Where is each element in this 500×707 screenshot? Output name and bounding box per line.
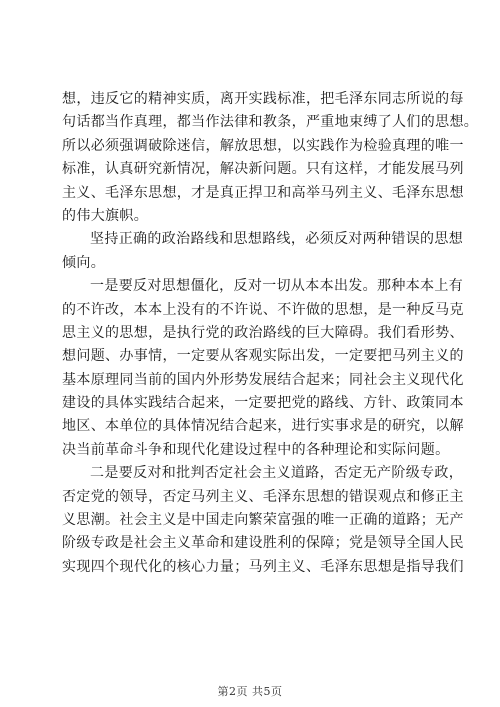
text-line: 义思潮。社会主义是中国走向繁荣富强的唯一正确的道路；无产: [62, 512, 464, 529]
text-line: 想，违反它的精神实质，离开实践标准，把毛泽东同志所说的每: [62, 91, 464, 107]
paragraph-first-line: 一是要反对思想僵化，反对一切从本本出发。那种本本上有: [90, 278, 464, 295]
text-line: 否定党的领导，否定马列主义、毛泽东思想的错误观点和修正主: [62, 488, 464, 505]
paragraph-first-line: 坚持正确的政治路线和思想路线，必须反对两种错误的思想: [90, 231, 464, 248]
text-line: 所以必须强调破除迷信，解放思想，以实践作为检验真理的唯一: [62, 137, 464, 154]
text-line: 实现四个现代化的核心力量；马列主义、毛泽东思想是指导我们: [62, 558, 464, 575]
document-body: [62, 88, 479, 579]
text-line: 的不许改，本本上没有的不许说、不许做的思想，是一种反马克: [62, 301, 464, 318]
text-line: 决当前革命斗争和现代化建设过程中的各种理论和实际问题。: [62, 441, 450, 458]
text-line: 思主义的思想，是执行党的政治路线的巨大障碍。我们看形势、: [62, 324, 464, 341]
paragraph-first-line: 二是要反对和批判否定社会主义道路，否定无产阶级专政，: [90, 465, 464, 482]
text-line: 阶级专政是社会主义革命和建设胜利的保障；党是领导全国人民: [62, 535, 464, 552]
text-line: 标准，认真研究新情况，解决新问题。只有这样，才能发展马列: [62, 161, 464, 178]
text-line: 主义、毛泽东思想，才是真正捍卫和高举马列主义、毛泽东思想: [62, 184, 464, 201]
text-line: 建设的具体实践结合起来，一定要把党的路线、方针、政策同本: [62, 395, 464, 412]
text-line: 基本原理同当前的国内外形势发展结合起来；同社会主义现代化: [62, 371, 464, 388]
text-line: 想问题、办事情，一定要从客观实际出发，一定要把马列主义的: [62, 348, 464, 365]
page-number-footer: 第2页 共5页: [217, 685, 283, 698]
text-line: 句话都当作真理，都当作法律和教条，严重地束缚了人们的思想。: [62, 114, 479, 131]
text-line: 的伟大旗帜。: [62, 207, 149, 224]
text-line: 倾向。: [62, 254, 106, 271]
text-line: 地区、本单位的具体情况结合起来，进行实事求是的研究，以解: [62, 418, 464, 435]
